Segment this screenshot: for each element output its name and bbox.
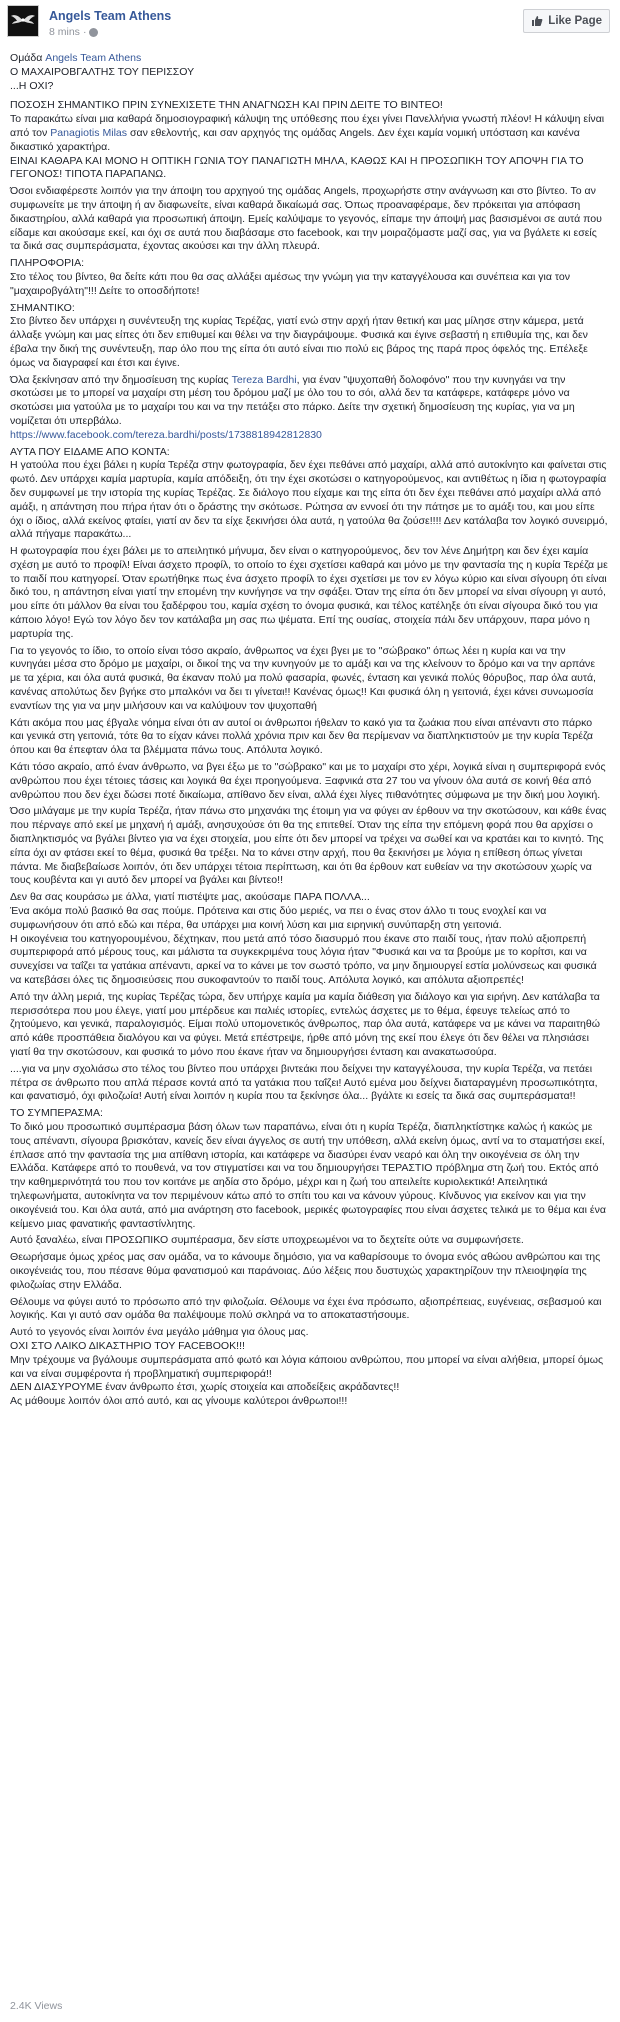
mention-tereza-bardhi[interactable]: Tereza Bardhi	[231, 373, 297, 386]
paragraph: ....για να μην σχολιάσω στο τέλος του βίντεο που υπάρχει βιντεάκι που δείχνει την καταγγέλουσα, την κυρία Τερέζα, να πετάει πέτρα σε άνθρωπο που απλά πέρασε κοντά από τα γατάκια που ταΐζει! Αυτό εμένα μου δείχνει διαταραγμένη προσωπικότητα, και φανατισμό, όχι φιλοζωία! Αυτή είναι λοιπόν η κυρία που τα ξεκίνησε όλα... βγάλτε κι εσείς τα δικά σας συμπεράσματα!!	[10, 1062, 598, 1103]
text: Ας μάθουμε λοιπόν όλοι από αυτό, και ας γίνουμε καλύτεροι άνθρωποι!!!	[10, 1395, 348, 1408]
post-time[interactable]: 8 mins	[49, 26, 80, 38]
paragraph: Κάτι ακόμα που μας έβγαλε νόημα είναι ότι αν αυτοί οι άνθρωποι ήθελαν το κακό για τα ζωάκια που είναι απέναντι στο πάρκο και γενικά στη γειτονιά, τότε θα το είχαν κάνει πολλά χρόνια πριν και δεν θα περίμεναν να διαπληκτιστούν με την κυρία Τερέζα όπου και θα έπεφταν όλα τα βλέμματα πάνω τους. Απόλυτα λογικό.	[10, 716, 594, 757]
post-body	[0, 44, 620, 1409]
text: Η οικογένεια του κατηγορουμένου, δέχτηκαν, που μετά από τόσο διασυρμό που έκανε στο παιδί τους, ήταν πολύ αξιοπρεπή συμπεριφορά από μέρους τους, και μάλιστα τα συγκεκριμένα τους λόγια ήταν "Φυσικά και να τα βρούμε με το κορίτσι, και να συνεχίσει να ταΐζει τα γατάκια απέναντι, αρκεί να το κάνει με τον σωστό τρόπο, να μην δημιουργεί εστία μολύνσεως και φυσικά να κατεβάσει όλες τις δημοσιεύσεις που συκοφαντούν το παιδί τους. Απόλυτα λογικό, και απόλυτα αξιοπρεπές!	[10, 932, 597, 986]
paragraph	[10, 374, 608, 443]
like-page-label: Like Page	[548, 15, 602, 27]
intro-text: Ομάδα	[10, 52, 46, 64]
paragraph	[10, 1107, 608, 1231]
section-title: ΑΥΤΑ ΠΟΥ ΕΙΔΑΜΕ ΑΠΟ ΚΟΝΤΑ:	[10, 445, 170, 458]
text: Η γατούλα που έχει βάλει η κυρία Τερέζα στην φωτογραφία, δεν έχει πεθάνει από μαχαίρι, αλλά από αυτοκίνητο και φαίνεται στις φωτό. Δεν υπάρχει καμία μαρτυρία, καμία απόδειξη, ότι την έχει σκοτώσει ο κατηγορούμενος, και αντιθέτως η ίδια η φωτογραφία δεν συμφωνεί με την ιστορία της κυρίας Τερέζας. Σε διάλογο που είχαμε και της είπα ότι δεν έχει πεθάνει από μαχαίρι αλλά από αμάξι, η απάντηση που πήρα ήταν ότι ο δράστης την σκότωσε. Ρώτησα αν εννοεί ότι την πάτησε με το αμάξι του, και μου είπε όχι ο ίδιος, αλλά εκείνος φταίει, γιατί αν δεν τα είχε ξεκινήσει όλα αυτά, η γατούλα θα ζούσε!!!! Δεν κατάλαβα τον λογικό συνειρμό, αλλά πήγαμε παρακάτω...	[10, 459, 608, 541]
paragraph: Κάτι τόσο ακραίο, από έναν άνθρωπο, να βγει έξω με το "σώβρακο" και με το μαχαίρι στο χέρι, λογικά είναι η συμπεριφορά ενός ανθρώπου που έχει τέτοιες τάσεις και λογικά θα έχει προηγούμενα. Ξαφνικά στα 27 του να γίνουν όλα αυτά σε κοινή θέα από ανθρώπου που δεν έχει δώσει ποτέ δικαίωμα, απίθανο δεν είναι, αλλά έχει λίγες πιθανότητες σύμφωνα με την δική μου λογική.	[10, 761, 606, 801]
text: σαν εθελοντής, και σαν αρχηγός της ομάδας Angels. Δεν έχει καμία νομική υπόσταση και κανένα δικαστικό χαρακτήρα.	[10, 126, 580, 153]
text: ΔΕΝ ΔΙΑΣΥΡΟΥΜΕ έναν άνθρωπο έτσι, χωρίς στοιχεία και αποδείξεις ακράδαντες!!	[10, 1381, 400, 1394]
facebook-post-link[interactable]: https://www.facebook.com/tereza.bardhi/posts/1738818942812830	[10, 428, 322, 441]
paragraph: Θέλουμε να φύγει αυτό το πρόσωπο από την φιλοζωία. Θέλουμε να έχει ένα πρόσωπο, αξιοπρέπειας, ευγένειας, σεβασμού και λογικής. Και γι αυτό σαν ομάδα θα παλέψουμε πολύ σκληρά να το αποκαταστήσουμε.	[10, 1295, 602, 1322]
section-title: ΣΗΜΑΝΤΙΚΟ:	[10, 301, 75, 314]
paragraph	[10, 446, 608, 543]
intro-line	[10, 52, 608, 93]
section-title: ΠΟΣΟΣΗ ΣΗΜΑΝΤΙΚΟ ΠΡΙΝ ΣΥΝΕΧΙΣΕΤΕ ΤΗΝ ΑΝΑΓΝΩΣΗ ΚΑΙ ΠΡΙΝ ΔΕΙΤΕ ΤΟ ΒΙΝΤΕΟ!	[10, 99, 443, 112]
intro-question: ...Η ΟΧΙ?	[10, 79, 54, 92]
thumbs-up-icon	[531, 15, 543, 27]
text: Το παρακάτω είναι μια καθαρά δημοσιογραφική κάλυψη της υπόθεσης που έχει γίνει Πανελλήνια γνωστή πλέον! Η κάλυψη είναι από τον	[10, 113, 605, 139]
paragraph	[10, 891, 608, 988]
paragraph: Αυτό ξαναλέω, είναι ΠΡΟΣΩΠΙΚΟ συμπέρασμα, δεν είστε υποχρεωμένοι να το δεχτείτε ούτε να συμφωνήσετε.	[10, 1234, 524, 1247]
mention-angels-team[interactable]: Angels Team Athens	[45, 52, 142, 64]
paragraph	[10, 302, 608, 371]
post-meta	[49, 26, 98, 38]
text: Αυτό το γεγονός είναι λοιπόν ένα μεγάλο μάθημα για όλους μας.	[10, 1326, 309, 1339]
intro-title: Ο ΜΑΧΑΙΡΟΒΓΑΛΤΗΣ ΤΟΥ ΠΕΡΙΣΣΟΥ	[10, 65, 195, 78]
text: , για έναν "ψυχοπαθή δολοφόνο" που την κυνηγάει να την σκοτώσει με το μπορεί να μαχαίρι στη μέση του δρόμου μαζί με όλο του το σόι, αλλά δεν τα κατάφερε, κατάφερε μόνο να σκοτώσει μια γατούλα με το μαχαίρι του και να την πετάξει στο πάρκο. Δείτε την σχετική δημοσίευση της κυρίας, για να μη νομίζεται ότι υπερβάλω.	[10, 373, 575, 427]
page-name-link[interactable]: Angels Team Athens	[49, 9, 172, 23]
paragraph: Η φωτογραφία που έχει βάλει με το απειλητικό μήνυμα, δεν είναι ο κατηγορούμενος, δεν τον λένε Δημήτρη και δεν έχει καμία σχέση με αυτό το προφίλ! Είναι άσχετο προφίλ, το οποίο το έχει σχετίσει καθαρά και μόνο με την φαντασία της η κυρία Τερέζα με το παιδί που κατηγορεί. Όταν ερωτήθηκε πως ένα άσχετο προφίλ το έχει σχετίσει με τον εν λόγω κύριο και είναι σίγουρη ότι είναι δικό του, η απάντηση είναι γιατί την επομένη την κυνήγησε να την σφάξει. Όταν της είπα ότι δεν μπορεί να είναι σίγουρη γι αυτό, μου είπε ότι μάλλον θα είναι του ξαδέρφου του, καμία σχέση το όνομα φυσικά, και τέλος κατέληξε ότι είναι σίγουρα δικό του για κάποιο λόγο! Εγώ τον λόγο δεν τον κατάλαβα μη σας πω ψέματα. Επί της ουσίας, στοιχεία πάλι δεν υπάρχουν, παρα μόνο η μαρτυρία της.	[10, 545, 608, 640]
page-avatar[interactable]	[7, 5, 39, 37]
view-count: 2.4K Views	[10, 2000, 63, 2012]
paragraph: Για το γεγονός το ίδιο, το οποίο είναι τόσο ακραίο, άνθρωπος να έχει βγει με το "σώβρακο" όπως λέει η κυρία και να την κυνηγάει μέσα στο δρόμο με μαχαίρι, οι δικοί της να την κυνηγούν με το αμάξι και να της κλείνουν το δρόμο και να την αρπάνε με τα χέρια, και όλα αυτά φυσικά, θα έκαναν πολύ μα πολύ φασαρία, φωνές, ένταση και γενικά πολύς θόρυβος, παρ όλα αυτά, κανένας απολύτως δεν βγήκε στο μπαλκόνι να δει τι γίνεται!! Κανένας όμως!! Και φυσικά όλη η γειτονιά, έχει κάνει συνωμοσία εναντίων της για να μην μιλήσουν και να καλύψουν τον ψυχοπαθή	[10, 644, 596, 712]
like-page-button[interactable]	[523, 9, 610, 33]
paragraph	[10, 99, 608, 182]
section-title: ΠΛΗΡΟΦΟΡΙΑ:	[10, 257, 85, 270]
text: Μην τρέχουμε να βγάλουμε συμπεράσματα από φωτό και λόγια κάποιου ανθρώπου, που μπορεί να είναι αλήθεια, μπορεί όμως και να είναι συμφέροντα ή προβληματική συμπεριφορά!!	[10, 1353, 604, 1380]
paragraph: Όσοι ενδιαφέρεστε λοιπόν για την άποψη του αρχηγού της ομάδας Angels, προχωρήστε στην ανάγνωση και στο βίντεο. Το αν συμφωνείτε με την άποψη ή αν διαφωνείτε, είναι καθαρά δικαίωμά σας. Όπως προαναφέραμε, δεν πρόκειται για απόφαση δικαστηρίου, αλλά καθαρά για προσωπική άποψη. Εμείς καλύψαμε το γεγονός, είπαμε την άποψή μας βασισμένοι σε αυτά που είδαμε και ακούσαμε εκεί, και όχι σε αυτά που διαβάσαμε στο facebook, και την μοιραζόμαστε μαζί σας, για να βγάλετε κι εσείς τα δικά σας συμπεράσματα, έχοντας ακούσει και την άλλη πλευρά.	[10, 185, 602, 253]
text: Στο τέλος του βίντεο, θα δείτε κάτι που θα σας αλλάξει αμέσως την γνώμη για την καταγγέλουσα και συνέπεια και για τον "μαχαιροβγάλτη"!!! Δείτε το οποσδήποτε!	[10, 270, 571, 297]
globe-icon	[89, 28, 98, 37]
text: ΕΙΝΑΙ ΚΑΘΑΡΑ ΚΑΙ ΜΟΝΟ Η ΟΠΤΙΚΗ ΓΩΝΙΑ ΤΟΥ ΠΑΝΑΓΙΩΤΗ ΜΗΛΑ, ΚΑΘΩΣ ΚΑΙ Η ΠΡΟΣΩΠΙΚΗ ΤΟΥ ΑΠΟΨΗ ΓΙΑ ΤΟ ΓΕΓΟΝΟΣ! ΤΙΠΟΤΑ ΠΑΡΑΠΑΝΩ.	[10, 154, 584, 181]
paragraph: Από την άλλη μεριά, της κυρίας Τερέζας τώρα, δεν υπήρχε καμία μα καμία διάθεση για διάλογο και για ειρήνη. Δεν κατάλαβα τα περισσότερα που μου έλεγε, γιατί μου μπέρδευε και παλιές ιστορίες, εντελώς άσχετες με το θέμα, έφευγε τελείως από το ζητούμενο, και γενικά, παραλογισμός. Είμαι πολύ υπομονετικός άνθρωπος, παρ όλα αυτά, κατάφερε να με κάνει να παραιτηθώ από κάθε προσπάθεια διαλόγου και να φύγει. Μετά επέστρεψε, ήρθε από μόνη της εκεί που έλεγε ότι δεν θέλει να πλησιάσει γιατί θα την σκοτώσουν, και φυσικά το μόνο που έκανε ήταν να δημιουργήσει ένταση και ανακατωσούρα.	[10, 990, 601, 1058]
angel-wings-icon	[10, 11, 36, 31]
paragraph	[10, 1326, 608, 1409]
paragraph: Όσο μιλάγαμε με την κυρία Τερέζα, ήταν πάνω στο μηχανάκι της έτοιμη για να φύγει αν έρθουν να την σκοτώσουν, και κάθε ένας που πέρναγε από εκεί με μηχανή ή αμάξι, ανησυχούσε ότι θα της επιτεθεί. Όταν της είπα την επόμενη φορά που θα αρχίσει ο διαπληκτισμός να βγάλει βίντεο για να έχει στοιχεία, μου είπε ότι δεν μπορεί να τρέχει να σωθεί και να κρατάει και το κινητό. Της είπα όχι αν φτάσει εκεί το θέμα, φυσικά θα τρέξει. Να το κάνει στην αρχή, που θα ξεκινήσει με λόγια η επίθεση όπως γίνεται πάντα. Με διαβεβαίωσε λοιπόν, ότι δεν υπάρχει τέτοια περίπτωση, και ότι θα έρθουν κατ ευθείαν να την σκοτώσουν χωρίς να τους κουβέντα και γι αυτό δεν μπορεί να βγάλει και βίντεο!!	[10, 805, 607, 887]
text: Όλα ξεκίνησαν από την δημοσίευση της κυρίας	[10, 373, 232, 386]
paragraph: Θεωρήσαμε όμως χρέος μας σαν ομάδα, να το κάνουμε δημόσιο, για να καθαρίσουμε το όνομα ενός αθώου ανθρώπου και της οικογένειάς του, που πέσανε θύμα φανατισμού και παράνοιας. Δύο λέξεις που δυστυχώς χαρακτηρίζουν την πλειοψηφία της φιλοζωίας στην Ελλάδα.	[10, 1251, 601, 1291]
text: Το δικό μου προσωπικό συμπέρασμα βάση όλων των παραπάνω, είναι ότι η κυρία Τερέζα, διαπληκτίστηκε καλώς ή κακώς με τους απέναντι, σίγουρα βρισκόταν, κανείς δεν είναι άγγελος σε αυτή την υπόθεση, αλλά εκείνη όμως, αντί να το σταματήσει εκεί, έπλασε από την φαντασία της μια απίθανη ιστορία, και κατάφερε να διασύρει έναν νεαρό και όλη την οικογένεια σε όλη την Ελλάδα. Κατάφερε από το πουθενά, να τον στιγματίσει και να του δημιουργήσει ΤΕΡΑΣΤΙΟ πρόβλημα στη ζωή του. Εκτός από την καθημερινότητά του που τον κοιτάνε με αηδία στο δρόμο, μέχρι και η ζωή του απειλείτε κυριολεκτικά! Απειλητικά τηλεφωνήματα, αυτοκίνητα να τον περιμένουν κάτω από το σπίτι του και να κάνουν γύρους. Κίνδυνος για εκείνον και για την οικογένειά του. Και όλα αυτά, από μια ανάρτηση στο facebook, μερικές φωτογραφίες που είναι άσχετες τελικά με το θέμα και ένα κείμενο μιας φανατικής φανταστίνλητης.	[10, 1120, 606, 1230]
text: Ένα ακόμα πολύ βασικό θα σας πούμε. Πρότεινα και στις δύο μεριές, να πει ο ένας στον άλλο τι τους ενοχλεί και να συμφωνήσουν ότι από εδώ και πέρα, θα υπάρχει μια κοινή λύση και μια ειρηνική συνύπαρξη στη γειτονιά.	[10, 905, 547, 931]
post-header	[0, 0, 620, 44]
text: Δεν θα σας κουράσω με άλλα, γιατί πιστέψτε μας, ακούσαμε ΠΑΡΑ ΠΟΛΛΑ...	[10, 891, 370, 904]
separator-dot: ·	[82, 26, 87, 38]
paragraph	[10, 257, 608, 298]
text: Στο βίντεο δεν υπάρχει η συνέντευξη της κυρίας Τερέζας, γιατί ενώ στην αρχή ήταν θετική και μας μίλησε στην κάμερα, μετά άλλαξε γνώμη και μας είπες ότι δεν επιθυμεί και θέλει να την διαγράψουμε. Φυσικά και έγινε σεβαστή η επιθυμία της, και δεν έβαλα την δική της συνέντευξη, παρ όλο που της είπα ότι αυτό είναι πιο πολύ εις βάρος της παρά προς όφελός της. Επέλεξε όμως να διαγραφεί και έτσι και έγινε.	[10, 315, 588, 369]
text: ΟΧΙ ΣΤΟ ΛΑΙΚΟ ΔΙΚΑΣΤΗΡΙΟ ΤΟΥ FACEBOOK!!!	[10, 1339, 245, 1352]
section-title: ΤΟ ΣΥΜΠΕΡΑΣΜΑ:	[10, 1107, 103, 1120]
mention-panagiotis-milas[interactable]: Panagiotis Milas	[50, 126, 128, 139]
